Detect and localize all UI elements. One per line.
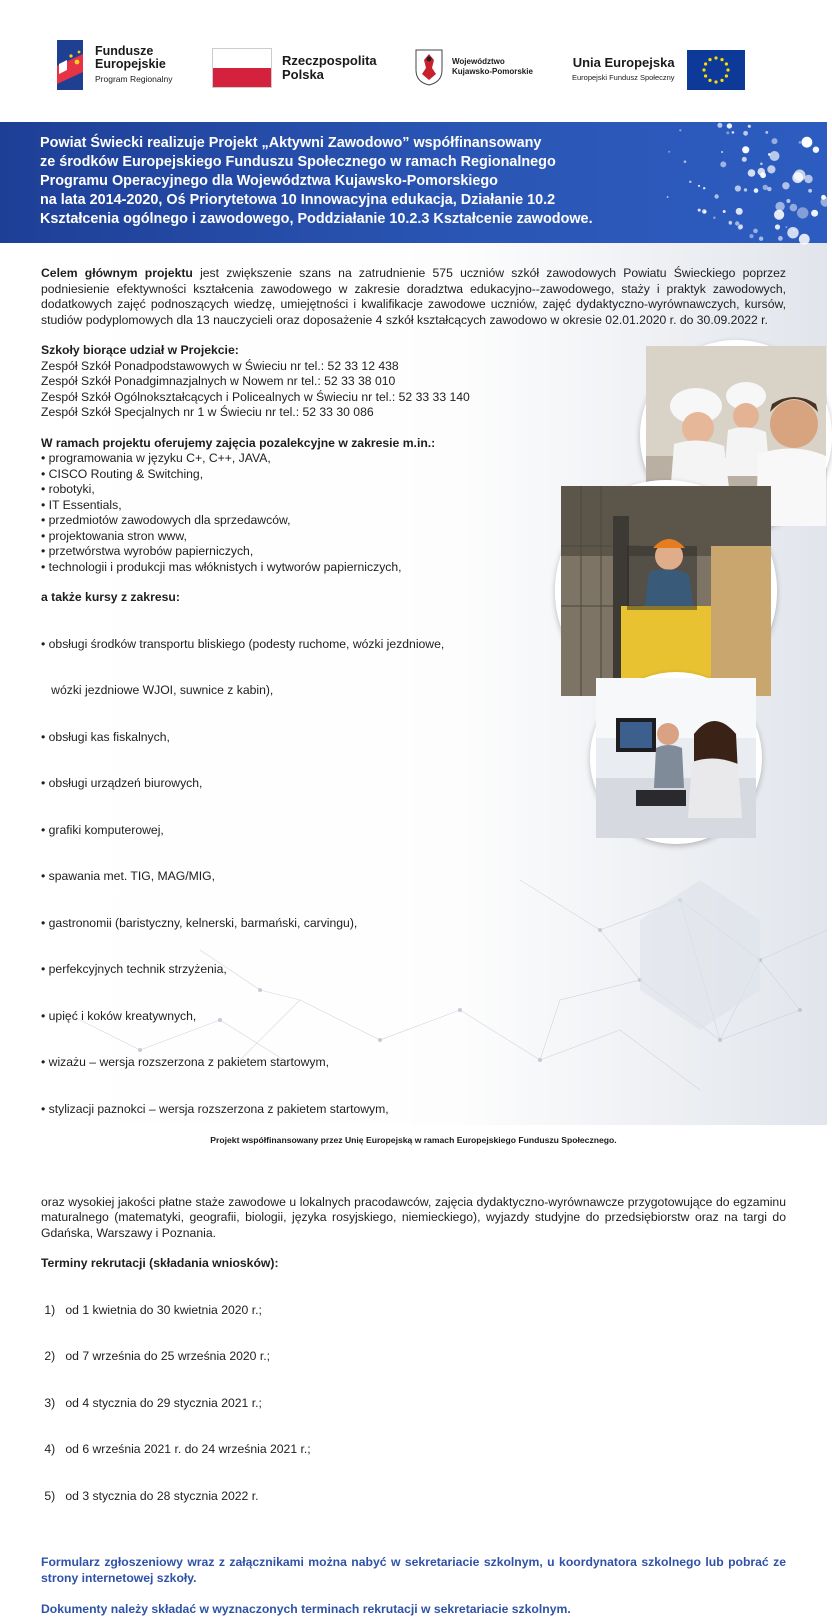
activities-list — [41, 451, 786, 575]
documents-note: Dokumenty należy składać w wyznaczonych terminach rekrutacji w sekretariacie szkolnym. — [41, 1602, 571, 1616]
fe-line3: Program Regionalny — [95, 73, 173, 84]
eu-star-icon — [702, 68, 705, 71]
list-item: 5) od 3 stycznia do 28 stycznia 2022 r. — [41, 1488, 259, 1503]
footer-text: Projekt współfinansowany przez Unię Europejską w ramach Europejskiego Funduszu Społecznego. — [210, 1135, 617, 1145]
poland-flag-icon — [212, 48, 272, 88]
bubble-dot — [799, 234, 810, 245]
bubble-dot — [775, 202, 784, 211]
bubble-dot — [772, 138, 778, 144]
bubble-dot — [787, 227, 798, 238]
kp-line2: Kujawsko-Pomorskie — [452, 67, 533, 76]
bubble-dot — [702, 209, 707, 214]
recruitment-heading: Terminy rekrutacji (składania wniosków): — [41, 1256, 279, 1270]
bubble-dot — [743, 131, 748, 136]
bubble-dot — [713, 216, 716, 219]
eu-flag-icon — [687, 50, 745, 90]
list-item: • przedmiotów zawodowych dla sprzedawców, — [41, 513, 291, 527]
courses-section — [41, 590, 786, 1195]
bubble-dot — [802, 137, 813, 148]
list-item: • CISCO Routing & Switching, — [41, 466, 204, 481]
banner-line3: Programu Operacyjnego dla Województwa Kujawsko-Pomorskiego — [40, 173, 498, 189]
bubble-dot — [797, 207, 808, 218]
bubble-dot — [765, 131, 768, 134]
intro-bold: Celem głównym projektu — [41, 266, 193, 280]
list-item: • przetwórstwa wyrobów papierniczych, — [41, 544, 254, 558]
bubble-dot — [748, 169, 756, 177]
eu-star-icon — [720, 58, 723, 61]
list-item: Zespół Szkół Ponadpodstawowych w Świeciu nr tel.: 52 33 12 438 — [41, 358, 399, 373]
bubble-dot — [735, 185, 741, 191]
bubble-dot — [760, 163, 763, 166]
coat-of-arms-icon — [414, 48, 444, 86]
title-banner — [0, 122, 827, 243]
recruitment-section — [41, 1256, 786, 1535]
list-item: • technologii i produkcji mas włóknistych i wytworów papierniczych, — [41, 559, 402, 574]
bubble-dot — [703, 187, 705, 189]
bubble-dot — [729, 223, 732, 226]
bubble-dot — [821, 195, 826, 200]
schools-section — [41, 343, 786, 421]
bubble-dot — [735, 221, 739, 225]
eu-star-icon — [714, 56, 717, 59]
list-item: 4) od 6 września 2021 r. do 24 września 2021 r.; — [41, 1442, 311, 1456]
bubble-dot — [774, 210, 784, 220]
bubble-dot — [721, 151, 723, 153]
bubble-dot — [754, 188, 759, 193]
list-item: wózki jezdniowe WJOI, suwnice z kabin), — [41, 683, 274, 697]
bubble-dot — [799, 141, 802, 144]
bubble-dot — [749, 234, 753, 238]
bubble-dot — [792, 172, 803, 183]
intro-text: jest zwiększenie szans na zatrudnienie 575 uczniów szkół zawodowych Powiatu Świeckiego poprzez podniesienie efektywności kształcenia zawodowego w zakresie doradztwa edukacyjno--zawodowego, staży i praktyk zawodowych, dodatkowych zajęć podnoszących wiedzę, umiejętności i kwalifikacje zawodowe uczniów, zajęć dydaktyczno-wyrównawczych, kursów, studiów podyplomowych dla 13 nauczycieli oraz doposażenie 4 szkół kształcących zawodowo w okresie 02.01.2020 r. do 30.09.2022 r. — [41, 266, 786, 327]
bubble-dot — [727, 123, 732, 128]
activities-section — [41, 436, 786, 576]
list-item: • obsługi urządzeń biurowych, — [41, 776, 203, 790]
bubble-dot — [738, 224, 743, 229]
fundusze-europejskie-logo — [57, 40, 172, 90]
bubble-dot — [804, 175, 812, 183]
eu-star-icon — [724, 74, 727, 77]
logo-bar — [0, 0, 827, 122]
schools-list — [41, 359, 786, 421]
bubble-dot — [768, 153, 771, 156]
list-item: • wizażu – wersja rozszerzona z pakietem startowym, — [41, 1055, 330, 1069]
bubble-dot — [775, 224, 780, 229]
unia-europejska-logo — [572, 50, 745, 90]
intro-paragraph — [41, 266, 786, 328]
main-content — [41, 266, 786, 1618]
bubble-dot — [753, 229, 758, 234]
list-item: • stylizacji paznokci – wersja rozszerzona z pakietem startowym, — [41, 1101, 389, 1116]
list-item: 3) od 4 stycznia do 29 stycznia 2021 r.; — [41, 1395, 262, 1410]
bubble-dot — [813, 147, 819, 153]
list-item: • robotyki, — [41, 482, 95, 496]
eu-star-icon — [704, 74, 707, 77]
list-item: 1) od 1 kwietnia do 30 kwietnia 2020 r.; — [41, 1302, 262, 1317]
banner-title — [40, 134, 700, 229]
list-item: Zespół Szkół Specjalnych nr 1 w Świeciu nr tel.: 52 33 30 086 — [41, 405, 374, 419]
bubble-dot — [778, 236, 783, 241]
pl-line2: Polska — [282, 67, 324, 82]
bubble-dot — [759, 237, 763, 241]
bubble-dot — [742, 146, 749, 153]
recruitment-list — [41, 1272, 786, 1536]
activities-heading: W ramach projektu oferujemy zajęcia pozalekcyjne w zakresie m.in.: — [41, 435, 436, 450]
eu-star-icon — [708, 79, 711, 82]
pl-line1: Rzeczpospolita — [282, 53, 377, 68]
bubble-dot — [786, 199, 790, 203]
list-item: • spawania met. TIG, MAG/MIG, — [41, 869, 216, 883]
kp-line1: Województwo — [452, 57, 505, 66]
banner-line5: Kształcenia ogólnego i zawodowego, Poddziałanie 10.2.3 Kształcenie zawodowe. — [40, 211, 593, 227]
bubble-dot — [714, 194, 718, 198]
schools-heading: Szkoły biorące udział w Projekcie: — [41, 343, 239, 357]
ue-line2: Europejski Fundusz Społeczny — [572, 73, 675, 82]
list-item: • obsługi kas fiskalnych, — [41, 729, 170, 744]
bubble-dot — [763, 185, 768, 190]
bubble-dot — [770, 151, 780, 161]
kujawsko-pomorskie-logo — [414, 48, 533, 86]
bubble-dot — [744, 188, 747, 191]
eu-star-icon — [720, 79, 723, 82]
bubble-dot — [717, 123, 722, 128]
list-item: • programowania w języku C+, C++, JAVA, — [41, 451, 271, 465]
list-item: • projektowania stron www, — [41, 528, 187, 543]
bubble-dot — [679, 129, 681, 131]
bubble-dot — [785, 226, 787, 228]
list-item: 2) od 7 września do 25 września 2020 r.; — [41, 1349, 270, 1363]
eu-star-icon — [704, 62, 707, 65]
list-item: Zespół Szkół Ponadgimnazjalnych w Nowem nr tel.: 52 33 38 010 — [41, 374, 396, 388]
fundusze-europejskie-icon — [57, 40, 87, 90]
bubble-dot — [811, 210, 818, 217]
list-item: • IT Essentials, — [41, 497, 122, 512]
list-item: Zespół Szkół Ogólnokształcących i Policealnych w Świeciu nr tel.: 52 33 33 140 — [41, 389, 470, 404]
bubble-dot — [808, 189, 812, 193]
eu-star-icon — [724, 62, 727, 65]
bubble-dot — [723, 210, 726, 213]
bubble-dot — [790, 204, 798, 212]
bubble-dot — [726, 131, 729, 134]
list-item: • upięć i koków kreatywnych, — [41, 1008, 197, 1023]
bubble-dot — [732, 131, 735, 134]
list-item: • obsługi środków transportu bliskiego (podesty ruchome, wózki jezdniowe, — [41, 636, 445, 651]
bubble-dot — [767, 165, 775, 173]
eu-star-icon — [714, 80, 717, 83]
rzeczpospolita-logo — [212, 48, 377, 88]
courses-list — [41, 606, 786, 1195]
form-note: Formularz zgłoszeniowy wraz z załącznikami można nabyć w sekretariacie szkolnym, u koordynatora szkolnego lub pobrać ze strony internetowej szkoły. — [41, 1555, 786, 1585]
extra-paragraph: oraz wysokiej jakości płatne staże zawodowe u lokalnych pracodawców, zajęcia dydaktyczno-wyrównawcze przygotowujące do egzaminu maturalnego (matematyki, geografii, biologii, języka rosyjskiego, niemieckiego), wyjazdy studyjne do przedsiębiorstw oraz na targi do Gdańska, Warszawy i Poznania. — [41, 1194, 786, 1240]
bubble-dot — [736, 208, 743, 215]
banner-line2: ze środków Europejskiego Funduszu Społecznego w ramach Regionalnego — [40, 154, 556, 170]
eu-star-icon — [726, 68, 729, 71]
banner-line1: Powiat Świecki realizuje Projekt „Aktywni Zawodowo” współfinansowany — [40, 135, 542, 151]
bubble-dot — [720, 161, 726, 167]
list-item: • gastronomii (baristyczny, kelnerski, barmański, carvingu), — [41, 915, 358, 930]
bubble-dot — [760, 172, 766, 178]
eu-star-icon — [708, 58, 711, 61]
ue-line1: Unia Europejska — [572, 55, 675, 70]
courses-heading: a także kursy z zakresu: — [41, 590, 180, 604]
banner-line4: na lata 2014-2020, Oś Priorytetowa 10 Innowacyjna edukacja, Działanie 10.2 — [40, 192, 556, 208]
bubble-dot — [782, 182, 789, 189]
list-item: • perfekcyjnych technik strzyżenia, — [41, 962, 227, 976]
footer — [0, 1125, 827, 1169]
fe-line2: Europejskie — [95, 56, 166, 71]
list-item: • grafiki komputerowej, — [41, 822, 164, 837]
fe-line1: Fundusze — [95, 43, 154, 58]
bubble-dot — [742, 157, 747, 162]
bubble-dot — [748, 125, 751, 128]
